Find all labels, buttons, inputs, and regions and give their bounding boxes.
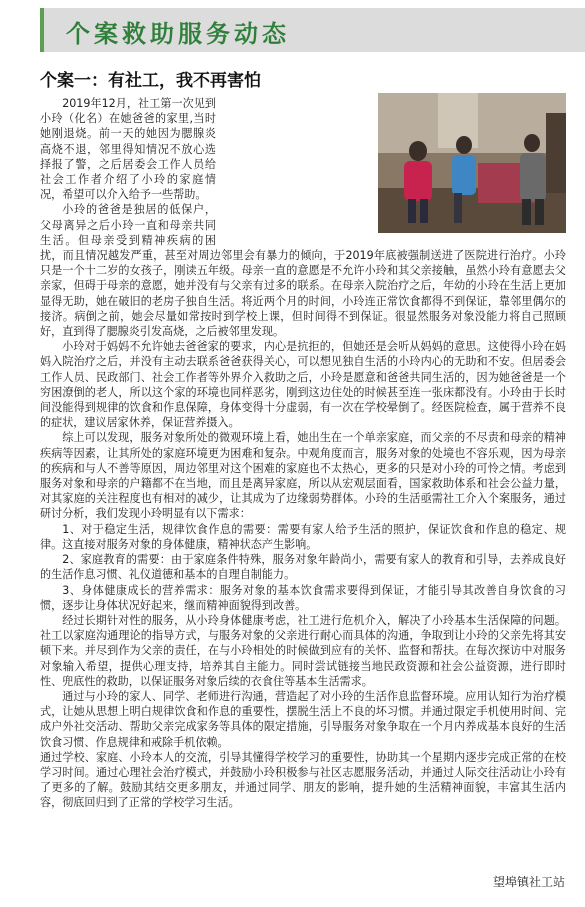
need-item: 2、家庭教育的需要：由于家庭条件特殊，服务对象年龄尚小，需要有家人的教育和引导，去养成良好的生活作息习惯、礼仪道德和基本的自理自制能力。	[40, 553, 566, 582]
footer-signature: 望埠镇社工站	[492, 875, 565, 889]
paragraph: 通过学校、家庭、小玲本人的交流，引导其懂得学校学习的重要性，协助其一个星期内逐步完成正常的在校学习时间。通过心理社会治疗模式，并鼓励小玲积极参与社区志愿服务活动，并通过人际交往活动让小玲有了更多的了解。鼓励其结交更多朋友，并通过同学、朋友的影响，提升她的生活精神面貌，丰富其生活内容，彻底回归到了正常的学校学习生活。	[40, 750, 566, 810]
paragraph: 小玲对于妈妈不允许她去爸爸家的要求，内心是抗拒的，但她还是会听从妈妈的意思。这使得小玲在妈妈入院治疗之后，并没有主动去联系爸爸获得关心，可以想见独自生活的小玲内心的无助和不安。但居委会工作人员、民政部门、社会工作者等外界介入救助之后，小玲是愿意和爸爸共同生活的，因为她爸爸是一个穷困潦倒的老人，所以这个家的环境也同样恶劣，刚到这边住处的时候甚至连一张床都没有。小玲由于长时间没能得到规律的饮食和作息保障，身体变得十分虚弱，有一次在学校晕倒了。经医院检查，属于营养不良的症状，建议居家休养，保证营养摄入。	[40, 340, 566, 430]
paragraph: 小玲的爸爸是独居的低保户，父母离异之后小玲一直和母亲共同生活。但母亲受到精神疾病的困扰，而且情况越发严重，甚至对周边邻里会有暴力的倾向，于2019年底被强制送进了医院进行治疗。小玲只是一个十二岁的女孩子，刚读五年级。母亲一直的意愿是不允许小玲和其父亲接触，虽然小玲有意愿去父亲家，但碍于母亲的意愿，她并没有与父亲有过多的联系。在母亲入院治疗之后，年幼的小玲在生活上更加显得无助，她在破旧的老房子独自生活。将近两个月的时间，小玲连正常饮食都得不到保证，靠邻里偶尔的接济。病倒之前，她会尽量如常按时到学校上课，但时间得不到保证。很显然服务对象没能力将自己照顾好，直到得了腮腺炎引发高烧，之后被邻里发现。	[40, 203, 566, 339]
case-title: 个案一：有社工，我不再害怕	[40, 71, 261, 91]
section-banner	[40, 8, 585, 52]
photo-spacer	[222, 96, 566, 240]
need-item: 3、身体健康成长的营养需求：服务对象的基本饮食需求要得到保证，才能引导其改善自身饮食的习惯，逐步让身体状况好起来，继而精神面貌得到改善。	[40, 583, 566, 612]
paragraph: 综上可以发现，服务对象所处的微观环境上看，她出生在一个单亲家庭，而父亲的不尽责和母亲的精神疾病等因素，让其所处的家庭环境更为困难和复杂。中观角度而言，服务对象的处境也不容乐观，因为母亲的疾病和与人不善等原因，周边邻里对这个困难的家庭也不太热心，更多的只是对小玲的可怜之情。考虑到服务对象和母亲的户籍都不在当地，而且是离异家庭，所以从宏观层面看，国家救助体系和社会公益力量，对其家庭的关注程度也有相对的减少，让其成为了边缘弱势群体。小玲的生活亟需社工介入个案服务，通过研讨分析，我们发现小玲明显有以下需求：	[40, 431, 566, 521]
banner-title: 个案救助服务动态	[66, 19, 290, 48]
article-body	[40, 96, 566, 811]
paragraph: 经过长期针对性的服务，从小玲身体健康考虑，社工进行危机介入，解决了小玲基本生活保障的问题。社工以家庭沟通理论的指导方式，与服务对象的父亲进行耐心而具体的沟通，争取到让小玲的父亲先将其安顿下来。并尽到作为父亲的责任，在与小玲相处的时候做到应有的关怀、监督和帮扶。在每次探访中对服务对象输入希望，提供心理支持，培养其自主能力。同时尝试链接当地民政资源和社会公益资源，进行即时性、兜底性的救助，以保证服务对象后续的衣食住等基本生活需求。	[40, 613, 566, 688]
need-item: 1、对于稳定生活，规律饮食作息的需要：需要有家人给予生活的照护，保证饮食和作息的稳定、规律。这直接对服务对象的身体健康，精神状态产生影响。	[40, 522, 566, 551]
paragraph: 通过与小玲的家人、同学、老师进行沟通，营造起了对小玲的生活作息监督环境。应用认知行为治疗模式，让她从思想上明白规律饮食和作息的重要性，摆脱生活上不良的坏习惯。并通过限定手机使用时间、完成户外社交活动、帮助父亲完成家务等具体的限定措施，引导服务对象争取在一个月内养成基本良好的生活饮食习惯、作息规律和戒除手机依赖。	[40, 689, 566, 749]
paragraph: 2019年12月，社工第一次见到小玲（化名）在她爸爸的家里,当时她刚退烧。前一天的她因为腮腺炎高烧不退，邻里得知情况不放心选择报了警，之后居委会工作人员给社会工作者介绍了小玲的家庭情况，希望可以介入给予一些帮助。	[40, 97, 216, 202]
